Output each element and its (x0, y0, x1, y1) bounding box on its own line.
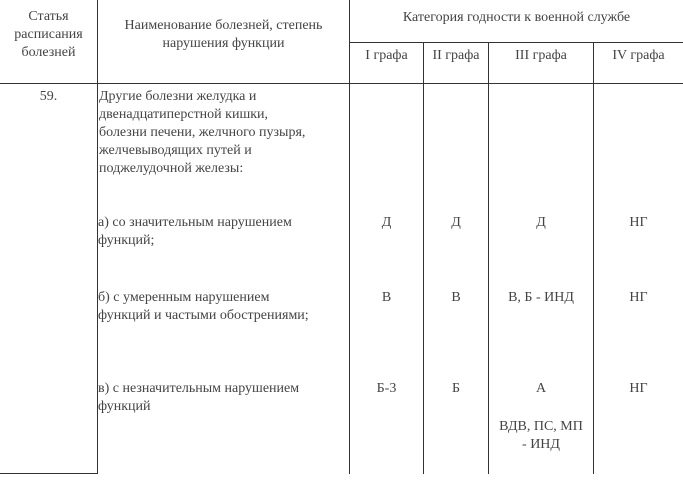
row-c-graph-4: НГ (629, 381, 648, 396)
header-category: Категория годности к военной службе (402, 10, 631, 25)
header-graph-2: II графа (432, 48, 480, 63)
row-c-graph-2: Б (451, 381, 461, 396)
row-b-graph-4: НГ (629, 290, 648, 305)
article-title-line-1: Другие болезни желудка и (99, 89, 257, 104)
row-c-graph-3: А (535, 381, 547, 396)
row-c-desc-line-2: функций (98, 399, 151, 414)
header-name-line-2: нарушения функции (162, 36, 285, 51)
header-article-line-3: болезней (21, 45, 76, 60)
row-b-graph-3: В, Б - ИНД (508, 290, 574, 305)
row-c-graph-1: Б-3 (376, 381, 397, 396)
row-a-desc-line-2: функций; (98, 233, 155, 248)
row-a-graph-2: Д (451, 215, 461, 230)
article-title-line-5: поджелудочной железы: (99, 161, 244, 176)
article-number: 59. (39, 89, 58, 104)
row-a-graph-4: НГ (629, 215, 648, 230)
row-b-desc-line-1: б) с умеренным нарушением (98, 290, 270, 305)
row-b-desc-line-2: функций и частыми обострениями; (98, 308, 309, 323)
col-divider-graph-2 (488, 42, 489, 474)
row-a-graph-1: Д (381, 215, 392, 230)
article-title-line-2: двенадцатиперстной кишки, (99, 107, 269, 122)
col-divider-graph-1 (423, 42, 424, 474)
article-title-line-3: болезни печени, желчного пузыря, (99, 125, 306, 140)
header-graph-1: I графа (365, 48, 408, 63)
row-c-desc-line-1: в) с незначительным нарушением (98, 381, 300, 396)
article-bottom-rule (0, 473, 98, 474)
header-article-line-1: Статья (28, 9, 69, 24)
row-c-graph-3-note-line-1: ВДВ, ПС, МП (499, 419, 583, 434)
header-graph-4: IV графа (612, 48, 665, 63)
row-a-graph-3: Д (536, 215, 546, 230)
row-c-graph-3-note-line-2: - ИНД (522, 437, 560, 452)
col-divider-graph-3 (593, 42, 594, 474)
row-a-desc-line-1: а) со значительным нарушением (98, 215, 292, 230)
row-b-graph-1: В (381, 290, 392, 305)
header-article-line-2: расписания (14, 27, 83, 42)
header-name-line-1: Наименование болезней, степень (124, 18, 323, 33)
col-divider-name (349, 0, 350, 474)
row-b-graph-2: В (451, 290, 461, 305)
header-graph-3: III графа (515, 48, 567, 63)
article-title-line-4: желчевыводящих путей и (99, 143, 252, 158)
header-bottom-rule (0, 83, 683, 84)
graph-header-top-rule (349, 42, 683, 43)
